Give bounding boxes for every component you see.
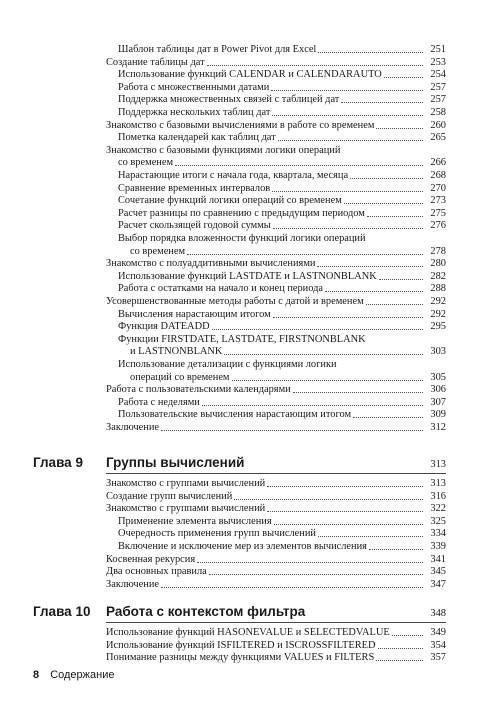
toc-entry-page: 306 xyxy=(430,384,446,396)
dot-leader xyxy=(293,392,423,393)
toc-entry-page: 325 xyxy=(430,515,446,527)
toc-entry-title: Работа с пользовательскими календарями xyxy=(106,384,291,396)
toc-entry-page: 292 xyxy=(430,296,446,307)
dot-leader xyxy=(366,304,423,305)
toc-entry-page: 295 xyxy=(430,321,446,333)
toc-entry[interactable] xyxy=(118,358,446,383)
dot-leader xyxy=(278,140,423,141)
toc-entry-title: Косвенная рекурсия xyxy=(106,553,196,565)
toc-entry-page: 339 xyxy=(430,541,446,552)
toc-entry-page: 278 xyxy=(430,245,446,257)
toc-entry-title-continued: со временем xyxy=(118,157,174,169)
toc-entry[interactable] xyxy=(118,232,446,257)
toc-entry-title: Знакомство с группами вычислений xyxy=(106,478,266,489)
dot-leader xyxy=(369,549,423,550)
toc-entry-page: 312 xyxy=(430,422,446,433)
dot-leader xyxy=(341,102,423,103)
dot-leader xyxy=(267,486,423,487)
dot-leader xyxy=(273,228,423,229)
toc-entry-title: Понимание разницы между функциями VALUES и FILTERS xyxy=(106,652,375,664)
dot-leader xyxy=(175,165,423,166)
dot-leader xyxy=(350,178,423,179)
toc-entry-page: 354 xyxy=(430,639,446,651)
toc-entry-page: 357 xyxy=(430,652,446,664)
toc-entry-title: Работа с неделями xyxy=(118,396,200,408)
toc-entry-title: Шаблон таблицы дат в Power Pivot для Excel xyxy=(118,44,317,55)
toc-entry-title: Сравнение временных интервалов xyxy=(118,182,271,194)
toc-entry-page: 316 xyxy=(430,490,446,502)
dot-leader xyxy=(197,562,423,563)
toc-entry-title: Применение элемента вычисления xyxy=(118,515,272,527)
toc-entry-title: Сочетание функций логики операций со временем xyxy=(118,195,342,207)
toc-entry[interactable] xyxy=(106,144,446,169)
toc-entry-title: Создание таблицы дат xyxy=(106,56,205,68)
dot-leader xyxy=(272,115,423,116)
footer-page-number: 8 xyxy=(33,669,40,681)
dot-leader xyxy=(318,52,423,53)
page-footer xyxy=(33,669,114,681)
toc-entry-page: 288 xyxy=(430,283,446,295)
dot-leader xyxy=(392,635,423,636)
dot-leader xyxy=(161,587,423,588)
dot-leader xyxy=(318,536,423,537)
toc-entry-title: Усовершенствованные методы работы с датой и временем xyxy=(106,296,364,307)
dot-leader xyxy=(232,380,423,381)
dot-leader xyxy=(187,254,423,255)
dot-leader xyxy=(353,417,423,418)
toc-entry-page: 251 xyxy=(430,44,446,55)
dot-leader xyxy=(344,203,423,204)
toc-entry-title: Заключение xyxy=(106,578,159,590)
toc-entry-title: Очередность применения групп вычислений xyxy=(118,528,316,540)
toc-entry-page: 258 xyxy=(430,107,446,118)
toc-entry-page: 280 xyxy=(430,258,446,270)
toc-entry-title-continued: операций со временем xyxy=(130,371,230,383)
section-rule xyxy=(106,473,446,474)
toc-entry-title: Заключение xyxy=(106,422,159,433)
toc-entry-title: Использование детализации с функциями логики xyxy=(118,359,337,370)
toc-entry-title: Использование функций HASONEVALUE и SELECTEDVALUE xyxy=(106,627,390,638)
dot-leader xyxy=(378,648,423,649)
dot-leader xyxy=(207,65,423,66)
toc-entry-page: 254 xyxy=(430,69,446,81)
toc-entry-title-continued: и LASTNONBLANK xyxy=(130,346,223,358)
dot-leader xyxy=(234,499,423,500)
toc-entry-title: Использование функций CALENDAR и CALENDARAUTO xyxy=(118,69,382,81)
toc-entry-page: 292 xyxy=(430,308,446,320)
toc-entry-title-continued: со временем xyxy=(130,245,186,257)
dot-leader xyxy=(367,216,423,217)
toc-entry-title: Два основных правила xyxy=(106,566,207,578)
toc-entry-page: 266 xyxy=(430,157,446,169)
dot-leader xyxy=(209,574,423,575)
dot-leader xyxy=(224,354,423,355)
toc-entry-title: Знакомство с базовыми функциями логики операций xyxy=(106,144,341,156)
toc-entry-title: Использование функций LASTDATE и LASTNONBLANK xyxy=(118,270,377,282)
toc-entry-page: 307 xyxy=(430,396,446,408)
dot-leader xyxy=(271,90,423,91)
toc-entry-title: Поддержка множественных связей с таблицей дат xyxy=(118,94,340,106)
toc-entry-title: Выбор порядка вложенности функций логики операций xyxy=(118,233,366,244)
section-rule xyxy=(106,622,446,623)
toc-entry-page: 276 xyxy=(430,220,446,232)
toc-entry-page: 257 xyxy=(430,94,446,106)
toc-entry-page: 334 xyxy=(430,528,446,540)
toc-entry-title: Расчет скользящей годовой суммы xyxy=(118,220,271,232)
chapter-9-title: Группы вычислений xyxy=(106,455,245,470)
toc-entry-page: 270 xyxy=(430,182,446,194)
toc-entry-title: Работа с остатками на начало и конец периода xyxy=(118,283,324,295)
toc-entry-page: 303 xyxy=(430,346,446,358)
dot-leader xyxy=(384,77,423,78)
toc-entry-title: Знакомство с группами вычислений xyxy=(106,503,266,515)
toc-entry-title: Работа с множественными датами xyxy=(118,81,270,93)
toc-entry-title: Знакомство с полуаддитивными вычислениями xyxy=(106,258,316,270)
toc-entry[interactable] xyxy=(118,333,446,358)
toc-entry-page: 268 xyxy=(430,170,446,181)
toc-entry-page: 341 xyxy=(430,553,446,565)
dot-leader xyxy=(379,279,423,280)
toc-entry-page: 275 xyxy=(430,207,446,219)
toc-entry-page: 347 xyxy=(430,578,446,590)
dot-leader xyxy=(376,128,423,129)
toc-entry-title: Расчет разницы по сравнению с предыдущим периодом xyxy=(118,207,365,219)
toc-entry-page: 257 xyxy=(430,81,446,93)
toc-entry-title: Пользовательские вычисления нарастающим итогом xyxy=(118,409,352,421)
toc-entry-title: Пометка календарей как таблиц дат xyxy=(118,132,276,144)
dot-leader xyxy=(202,405,423,406)
toc-entry-page: 253 xyxy=(430,56,446,68)
chapter-10-label: Глава 10 xyxy=(33,604,91,619)
toc-entry-page: 273 xyxy=(430,195,446,207)
toc-entry-page: 265 xyxy=(430,132,446,144)
dot-leader xyxy=(325,291,423,292)
toc-entry-title: Функции FIRSTDATE, LASTDATE, FIRSTNONBLANK xyxy=(118,333,366,345)
chapter-10-page: 348 xyxy=(430,608,446,619)
toc-entry-page: 282 xyxy=(430,270,446,282)
toc-entry-page: 345 xyxy=(430,566,446,578)
toc-entry-title: Нарастающие итоги с начала года, квартала, месяца xyxy=(118,170,349,181)
dot-leader xyxy=(272,191,423,192)
dot-leader xyxy=(212,329,423,330)
toc-entry-page: 260 xyxy=(430,119,446,131)
dot-leader xyxy=(161,430,423,431)
toc-entry-title: Знакомство с базовыми вычислениями в работе со временем xyxy=(106,119,375,131)
chapter-9-page: 313 xyxy=(430,459,446,470)
toc-entry-page: 305 xyxy=(430,371,446,383)
toc-entry-page: 349 xyxy=(430,627,446,638)
dot-leader xyxy=(273,317,423,318)
dot-leader xyxy=(376,660,423,661)
toc-entry-title: Поддержка нескольких таблиц дат xyxy=(118,107,271,118)
dot-leader xyxy=(274,524,423,525)
toc-entry-title: Включение и исключение мер из элементов вычисления xyxy=(118,541,367,552)
dot-leader xyxy=(317,266,423,267)
toc-entry-page: 313 xyxy=(430,478,446,489)
chapter-9-label: Глава 9 xyxy=(33,455,83,470)
toc-entry-title: Использование функций ISFILTERED и ISCROSSFILTERED xyxy=(106,639,376,651)
toc-entry-title: Вычисления нарастающим итогом xyxy=(118,308,271,320)
toc-entry-page: 309 xyxy=(430,409,446,421)
chapter-10-title: Работа с контекстом фильтра xyxy=(106,604,306,619)
dot-leader xyxy=(267,511,423,512)
toc-entry-page: 322 xyxy=(430,503,446,515)
toc-entry-title: Создание групп вычислений xyxy=(106,490,233,502)
toc-entry-title: Функция DATEADD xyxy=(118,321,210,333)
footer-section: Содержание xyxy=(50,669,115,681)
